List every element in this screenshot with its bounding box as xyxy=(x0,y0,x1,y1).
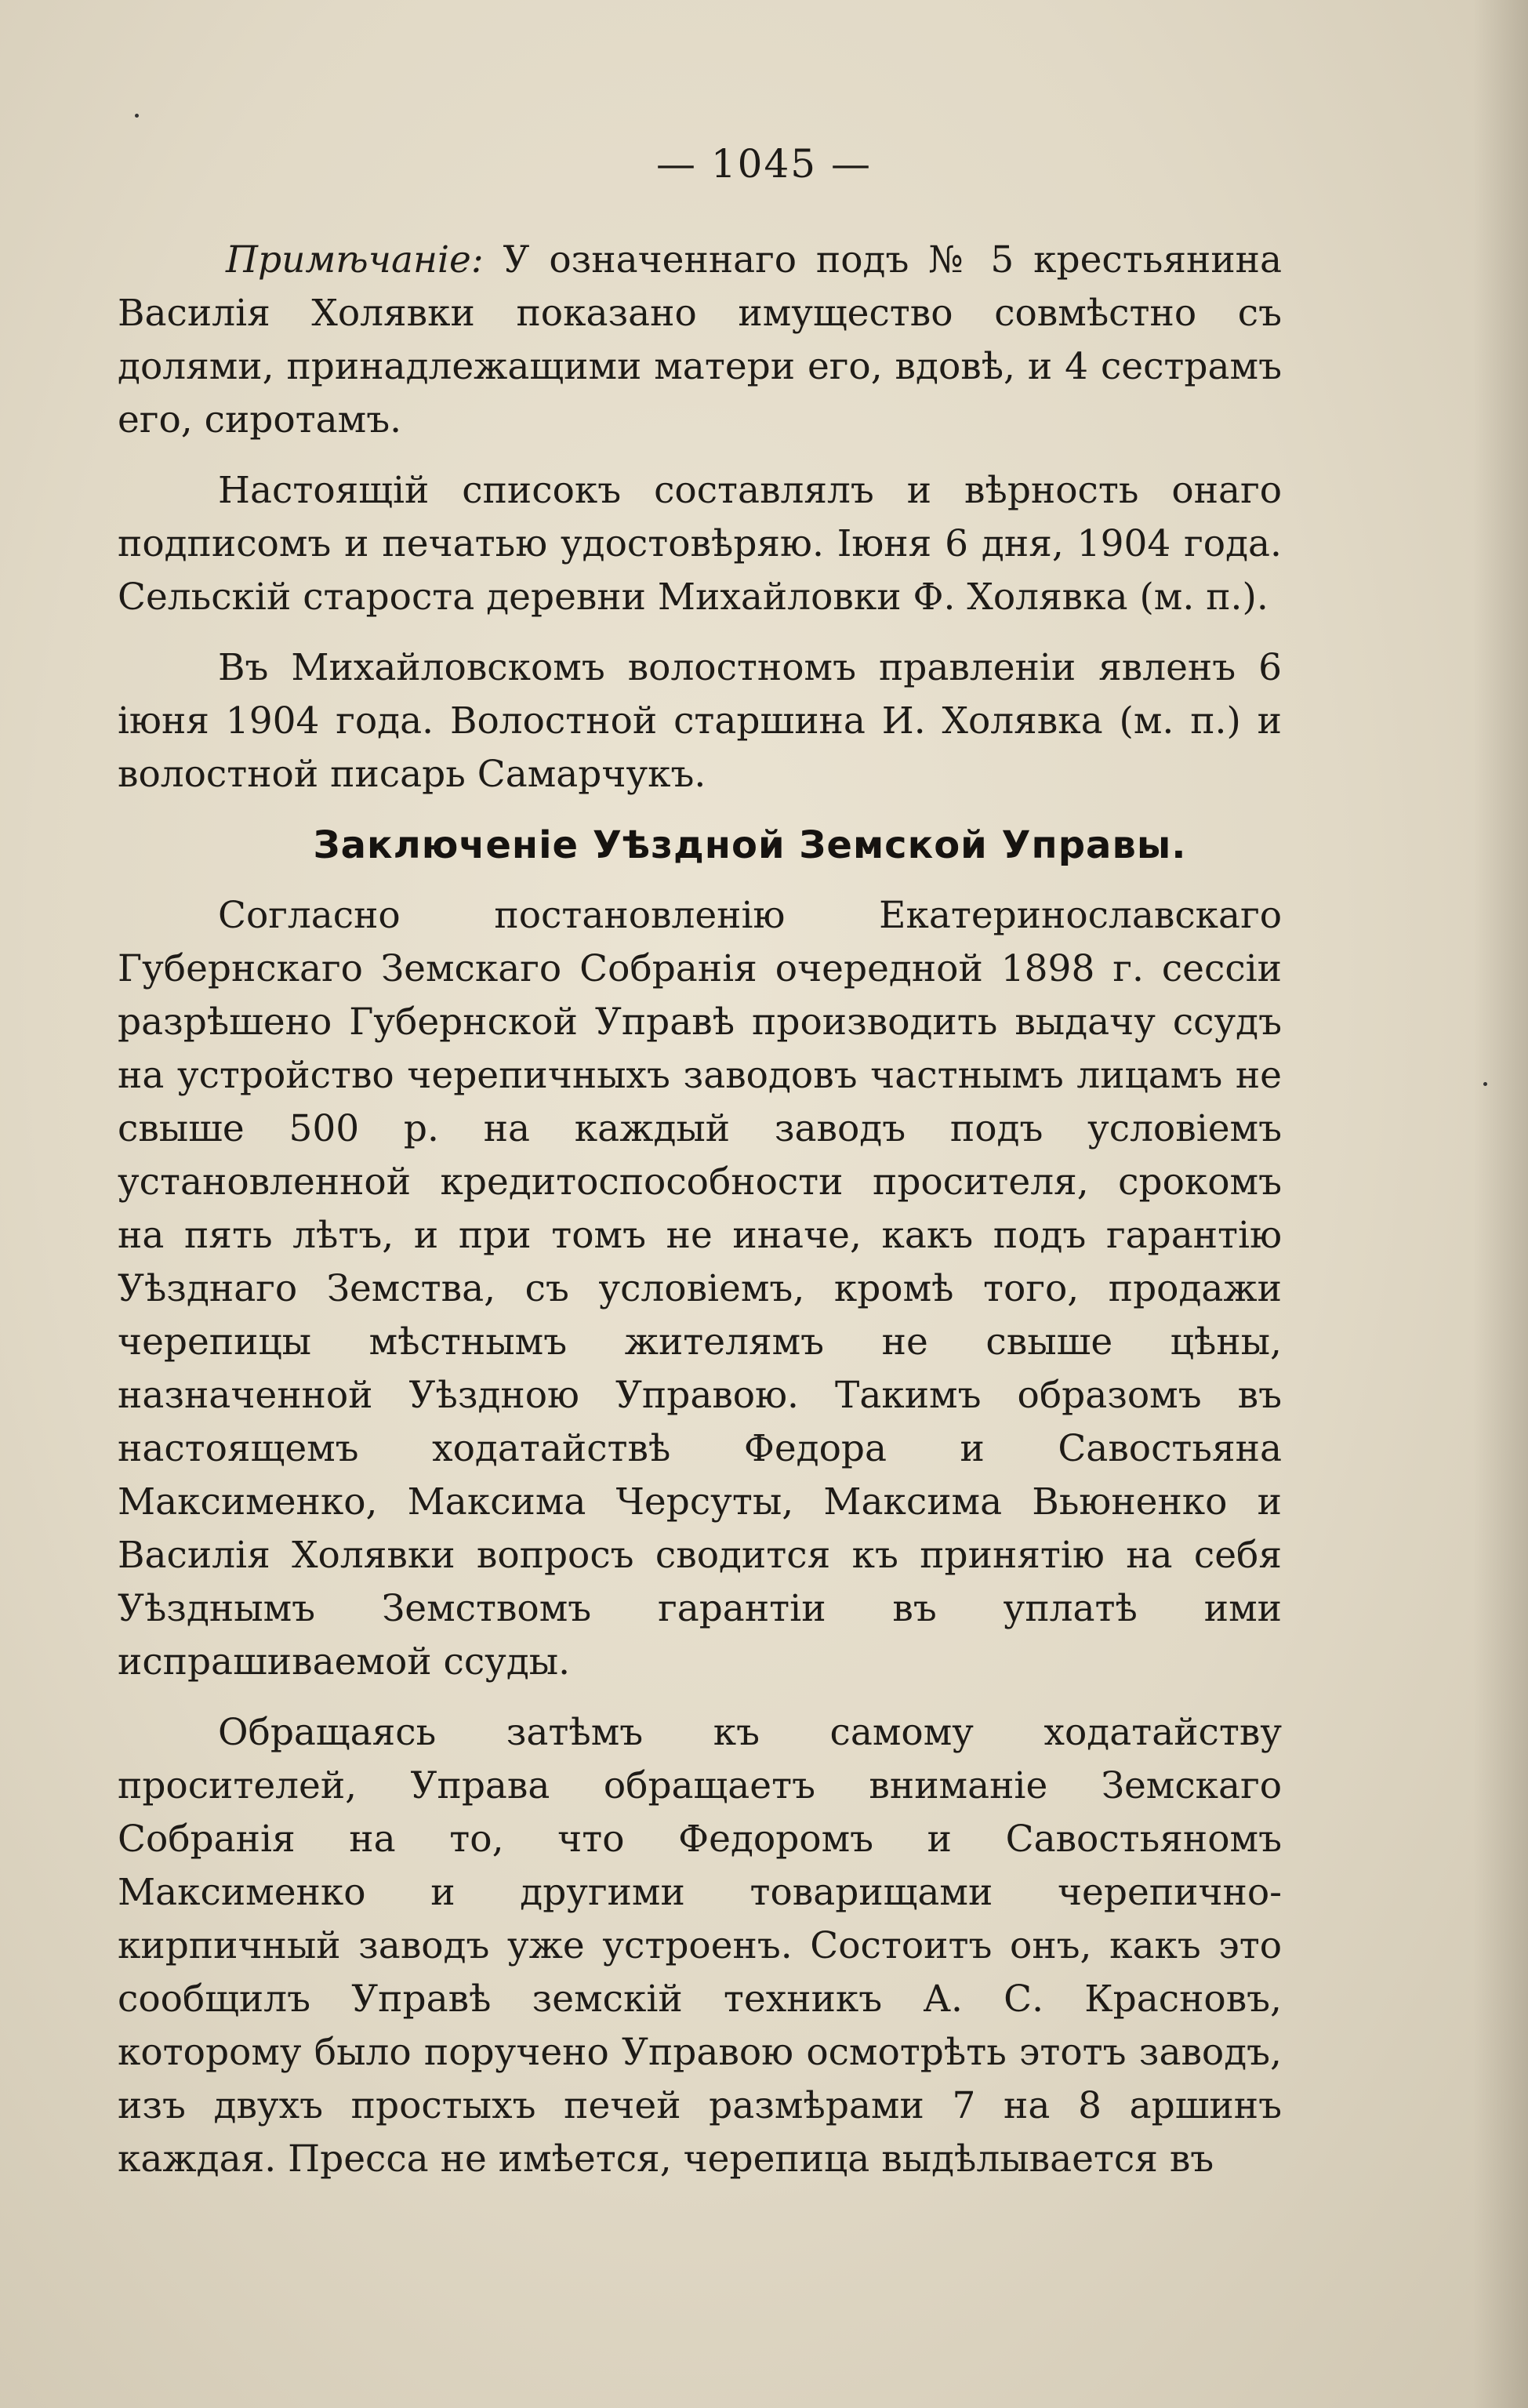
note-label: Примѣчаніе: xyxy=(226,238,484,281)
ink-speck xyxy=(1483,1082,1487,1086)
section-heading: Заключеніе Уѣздной Земской Управы. xyxy=(313,823,1187,867)
conclusion-paragraph-1: Согласно постановленію Екатеринославскаго Губернскаго Земскаго Собранія очередной 1898 г. сессіи разрѣшено Губернской Управѣ производить выдачу ссудъ на устройство черепичныхъ заводовъ частнымъ лицамъ не свыше 500 р. на каждый заводъ подъ условіемъ установленной кредитоспособности просителя, срокомъ на пять лѣтъ, и при томъ не иначе, какъ подъ гарантію Уѣзднаго Земства, съ условіемъ, кромѣ того, продажи черепицы мѣстнымъ жителямъ не свыше цѣны, назначенной Уѣздною Управою. Такимъ образомъ въ настоящемъ ходатайствѣ Федора и Савостьяна Максименко, Максима Черсуты, Максима Вьюненко и Василія Холявки вопросъ сводится къ принятію на себя Уѣзднымъ Земствомъ гарантіи въ уплатѣ ими испрашиваемой ссуды. xyxy=(118,894,1282,1683)
certification-paragraph: Настоящій списокъ составлялъ и вѣрность онаго подписомъ и печатью удостовѣряю. Іюня 6 дня, 1904 года. Сельскій староста деревни Михайловки Ф. Холявка (м. п.). xyxy=(118,469,1282,619)
note-paragraph xyxy=(118,234,1282,447)
note-text: У означеннаго подъ № 5 крестьянина Василія Холявки показано имущество совмѣстно съ долями, принадлежащими матери его, вдовѣ, и 4 сестрамъ его, сиротамъ. xyxy=(118,238,1282,441)
conclusion-paragraph-2: Обращаясь затѣмъ къ самому ходатайству просителей, Управа обращаетъ вниманіе Земскаго Собранія на то, что Федоромъ и Савостьяномъ Максименко и другими товарищами черепично-кирпичный заводъ уже устроенъ. Состоитъ онъ, какъ это сообщилъ Управѣ земскій техникъ А. С. Красновъ, которому было поручено Управою осмотрѣть этотъ заводъ, изъ двухъ простыхъ печей размѣрами 7 на 8 аршинъ каждая. Пресса не имѣется, черепица выдѣлывается въ xyxy=(118,1711,1282,2181)
ink-speck xyxy=(135,114,139,118)
page-edge-shadow xyxy=(1473,0,1528,2408)
registration-paragraph: Въ Михайловскомъ волостномъ правленіи явленъ 6 іюня 1904 года. Волостной старшина И. Холявка (м. п.) и волостной писарь Самарчукъ. xyxy=(118,646,1282,796)
main-text xyxy=(118,234,1282,2203)
page-number: — 1045 — xyxy=(655,141,873,187)
